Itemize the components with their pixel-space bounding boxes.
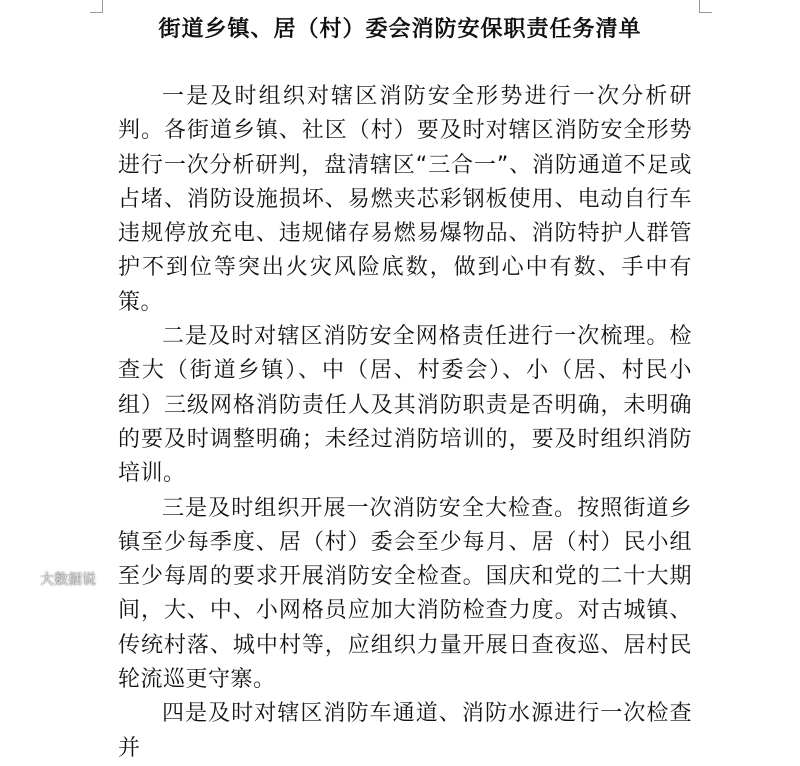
paragraph-2: 二是及时对辖区消防安全网格责任进行一次梳理。检查大（街道乡镇）、中（居、村委会）、小（居、村民小组）三级网格消防责任人及其消防职责是否明确，未明确的要及时调整明确；未经过消防培训的，要及时组织消防培训。	[118, 324, 692, 487]
brand-logo-icon	[6, 568, 34, 590]
document-body	[118, 80, 692, 766]
watermark	[6, 568, 96, 590]
paragraph-3: 三是及时组织开展一次消防安全大检查。按照街道乡镇至少每季度、居（村）委会至少每月、居（村）民小组至少每周的要求开展消防安全检查。国庆和党的二十大期间，大、中、小网格员应加大消防检查力度。对古城镇、传统村落、城中村等，应组织力量开展日查夜巡、居村民轮流巡更守寨。	[118, 495, 692, 693]
document-title: 街道乡镇、居（村）委会消防安保职责任务清单	[158, 17, 642, 42]
paragraph-1: 一是及时组织对辖区消防安全形势进行一次分析研判。各街道乡镇、社区（村）要及时对辖区消防安全形势进行一次分析研判，盘清辖区“三合一”、消防通道不足或占堵、消防设施损坏、易燃夹芯彩钢板使用、电动自行车违规停放充电、违规储存易燃易爆物品、消防特护人群管护不到位等突出火灾风险底数，做到心中有数、手中有策。	[118, 84, 692, 315]
paragraph-4: 四是及时对辖区消防车通道、消防水源进行一次检查并	[118, 701, 692, 761]
watermark-text: 大数据说	[40, 572, 96, 588]
